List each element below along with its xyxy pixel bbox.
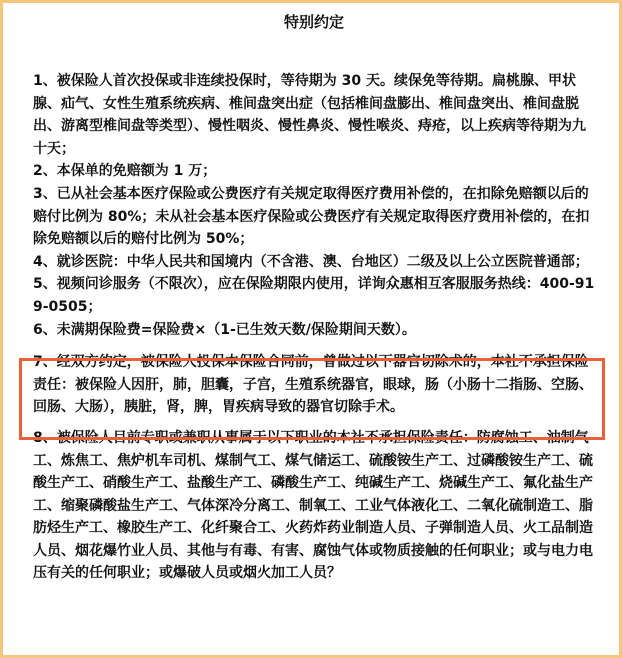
- clause-2: 2、本保单的免赔额为 1 万；: [33, 163, 217, 180]
- clause-1: 1、被保险人首次投保或非连续投保时，等待期为 30 天。续保免等待期。扁桃腺、甲状腺、疝气、女性生殖系统疾病、椎间盘突出症（包括椎间盘膨出、椎间盘突出、椎间盘脱出、游离型椎间盘等类型）、慢性咽炎、慢性鼻炎、慢性喉炎、痔疮，以上疾病等待期为九十天；: [33, 73, 586, 157]
- clause-list: [33, 70, 599, 585]
- clause-4: 4、就诊医院：中华人民共和国境内（不含港、澳、台地区）二级及以上公立医院普通部；: [33, 253, 589, 270]
- clause-8: 8、被保险人目前专职或兼职从事属于以下职业的本社不承担保险责任：防腐蚀工、油制气工、炼焦工、焦炉机车司机、煤制气工、煤气储运工、硫酸铵生产工、过磷酸铵生产工、硫酸生产工、硝酸生产工、盐酸生产工、磷酸生产工、纯碱生产工、烧碱生产工、氟化盐生产工、缩聚磷酸盐生产工、气体深冷分离工、制氧工、工业气体液化工、二氧化硫制造工、脂肪烃生产工、橡胶生产工、化纤聚合工、火药炸药业制造人员、子弹制造人员、火工品制造人员、烟花爆竹业人员、其他与有毒、有害、腐蚀气体或物质接触的任何职业；或与电力电压有关的任何职业；或爆破人员或烟火加工人员？: [33, 429, 593, 582]
- clause-3: 3、已从社会基本医疗保险或公费医疗有关规定取得医疗费用补偿的，在扣除免赔额以后的赔付比例为 80%；未从社会基本医疗保险或公费医疗有关规定取得医疗费用补偿的，在扣除免赔额以后的赔付比例为 50%；: [33, 185, 590, 248]
- clause-5: 5、视频问诊服务（不限次），应在保险期限内使用，详询众惠相互客服服务热线：400-919-0505；: [33, 276, 595, 315]
- document-title: 特别约定: [283, 13, 344, 31]
- clause-7-highlighted: 7、经双方约定，被保险人投保本保险合同前，曾做过以下器官切除术的，本社不承担保险责任：被保险人因肝，肺，胆囊，子宫，生殖系统器官，眼球，肠（小肠十二指肠、空肠、回肠、大肠），胰脏，肾，脾，胃疾病导致的器官切除手术。: [33, 354, 593, 416]
- clause-6: 6、未满期保险费=保险费×（1-已生效天数/保险期间天数）。: [33, 321, 416, 338]
